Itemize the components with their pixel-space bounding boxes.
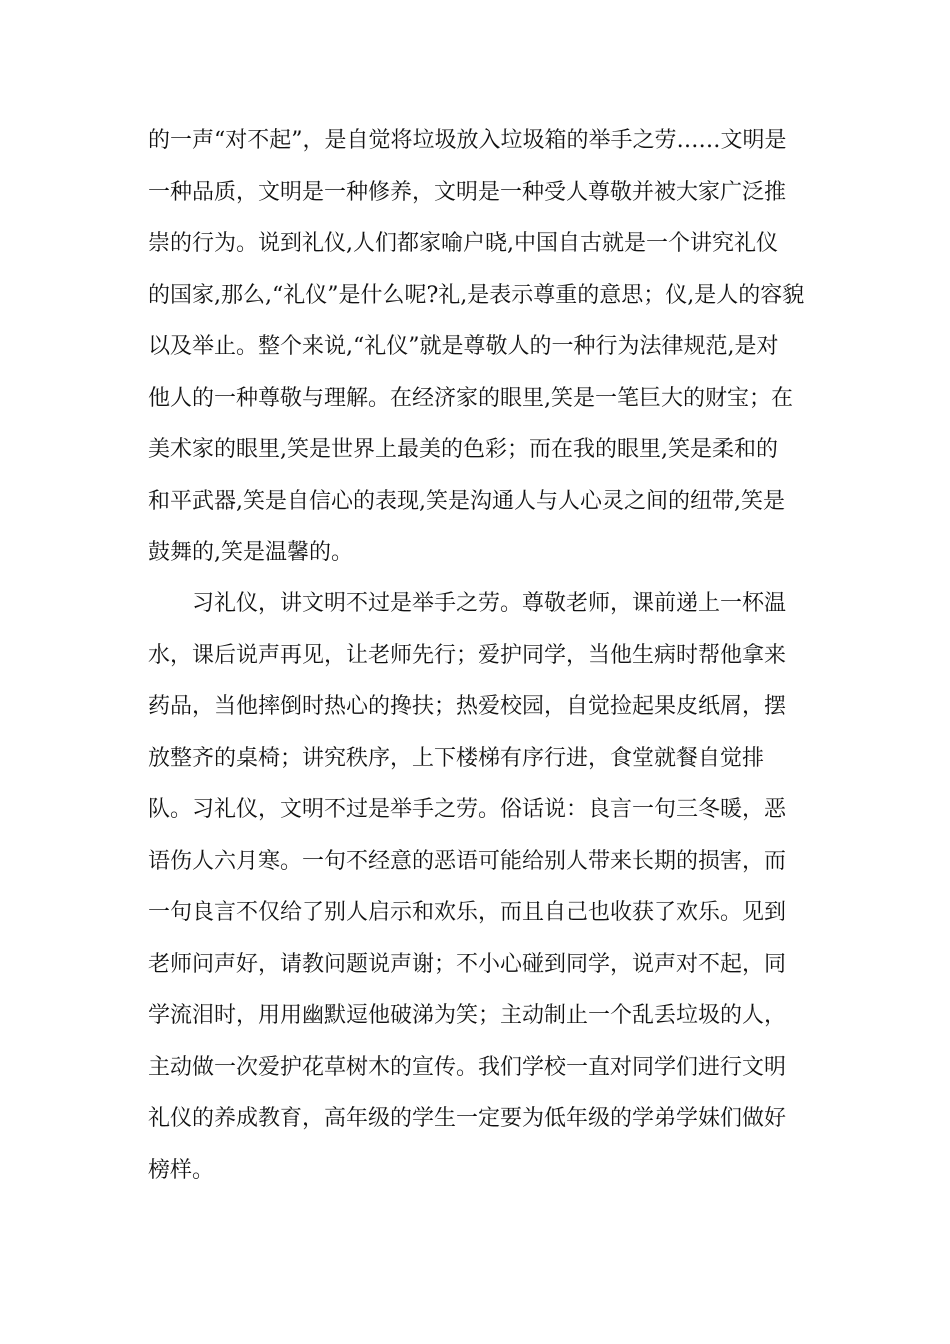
text-line: 老师问声好，请教问题说声谢；不小心碰到同学，说声对不起，同 — [148, 951, 787, 977]
text-line: 学流泪时，用用幽默逗他破涕为笑；主动制止一个乱丢垃圾的人， — [148, 1003, 787, 1028]
paragraph-2 — [148, 578, 808, 1196]
text-line: 鼓舞的,笑是温馨的。 — [148, 540, 353, 565]
text-line: 一种品质，文明是一种修养，文明是一种受人尊敬并被大家广泛推 — [148, 179, 787, 205]
text-line: 语伤人六月寒。一句不经意的恶语可能给别人带来长期的损害，而 — [148, 848, 787, 874]
text-line: 的国家,那么,“礼仪”是什么呢?礼,是表示尊重的意思；仪,是人的容貌 — [148, 282, 805, 308]
text-line: 的一声“对不起”，是自觉将垃圾放入垃圾箱的举手之劳……文明是 — [148, 128, 787, 153]
text-line: 放整齐的桌椅；讲究秩序，上下楼梯有序行进，食堂就餐自觉排 — [148, 745, 765, 771]
text-line: 礼仪的养成教育，高年级的学生一定要为低年级的学弟学妹们做好 — [148, 1106, 787, 1131]
text-line: 队。习礼仪，文明不过是举手之劳。俗话说：良言一句三冬暖，恶 — [148, 797, 787, 822]
text-line: 美术家的眼里,笑是世界上最美的色彩；而在我的眼里,笑是柔和的 — [148, 437, 778, 462]
text-line: 榜样。 — [148, 1157, 215, 1183]
text-line: 水，课后说声再见，让老师先行；爱护同学，当他生病时帮他拿来 — [148, 642, 787, 668]
text-line: 以及举止。整个来说,“礼仪”就是尊敬人的一种行为法律规范,是对 — [148, 334, 779, 359]
text-line: 崇的行为。说到礼仪,人们都家喻户晓,中国自古就是一个讲究礼仪 — [148, 231, 778, 256]
text-line: 和平武器,笑是自信心的表现,笑是沟通人与人心灵之间的纽带,笑是 — [148, 488, 785, 514]
text-line: 主动做一次爱护花草树木的宣传。我们学校一直对同学们进行文明 — [148, 1054, 787, 1080]
paragraph-1 — [148, 115, 808, 579]
text-line: 习礼仪，讲文明不过是举手之劳。尊敬老师，课前递上一杯温 — [192, 591, 787, 616]
text-line: 药品，当他摔倒时热心的搀扶；热爱校园，自觉捡起果皮纸屑，摆 — [148, 694, 787, 719]
text-line: 他人的一种尊敬与理解。在经济家的眼里,笑是一笔巨大的财宝；在 — [148, 385, 793, 411]
text-line: 一句良言不仅给了别人启示和欢乐，而且自己也收获了欢乐。见到 — [148, 900, 787, 925]
